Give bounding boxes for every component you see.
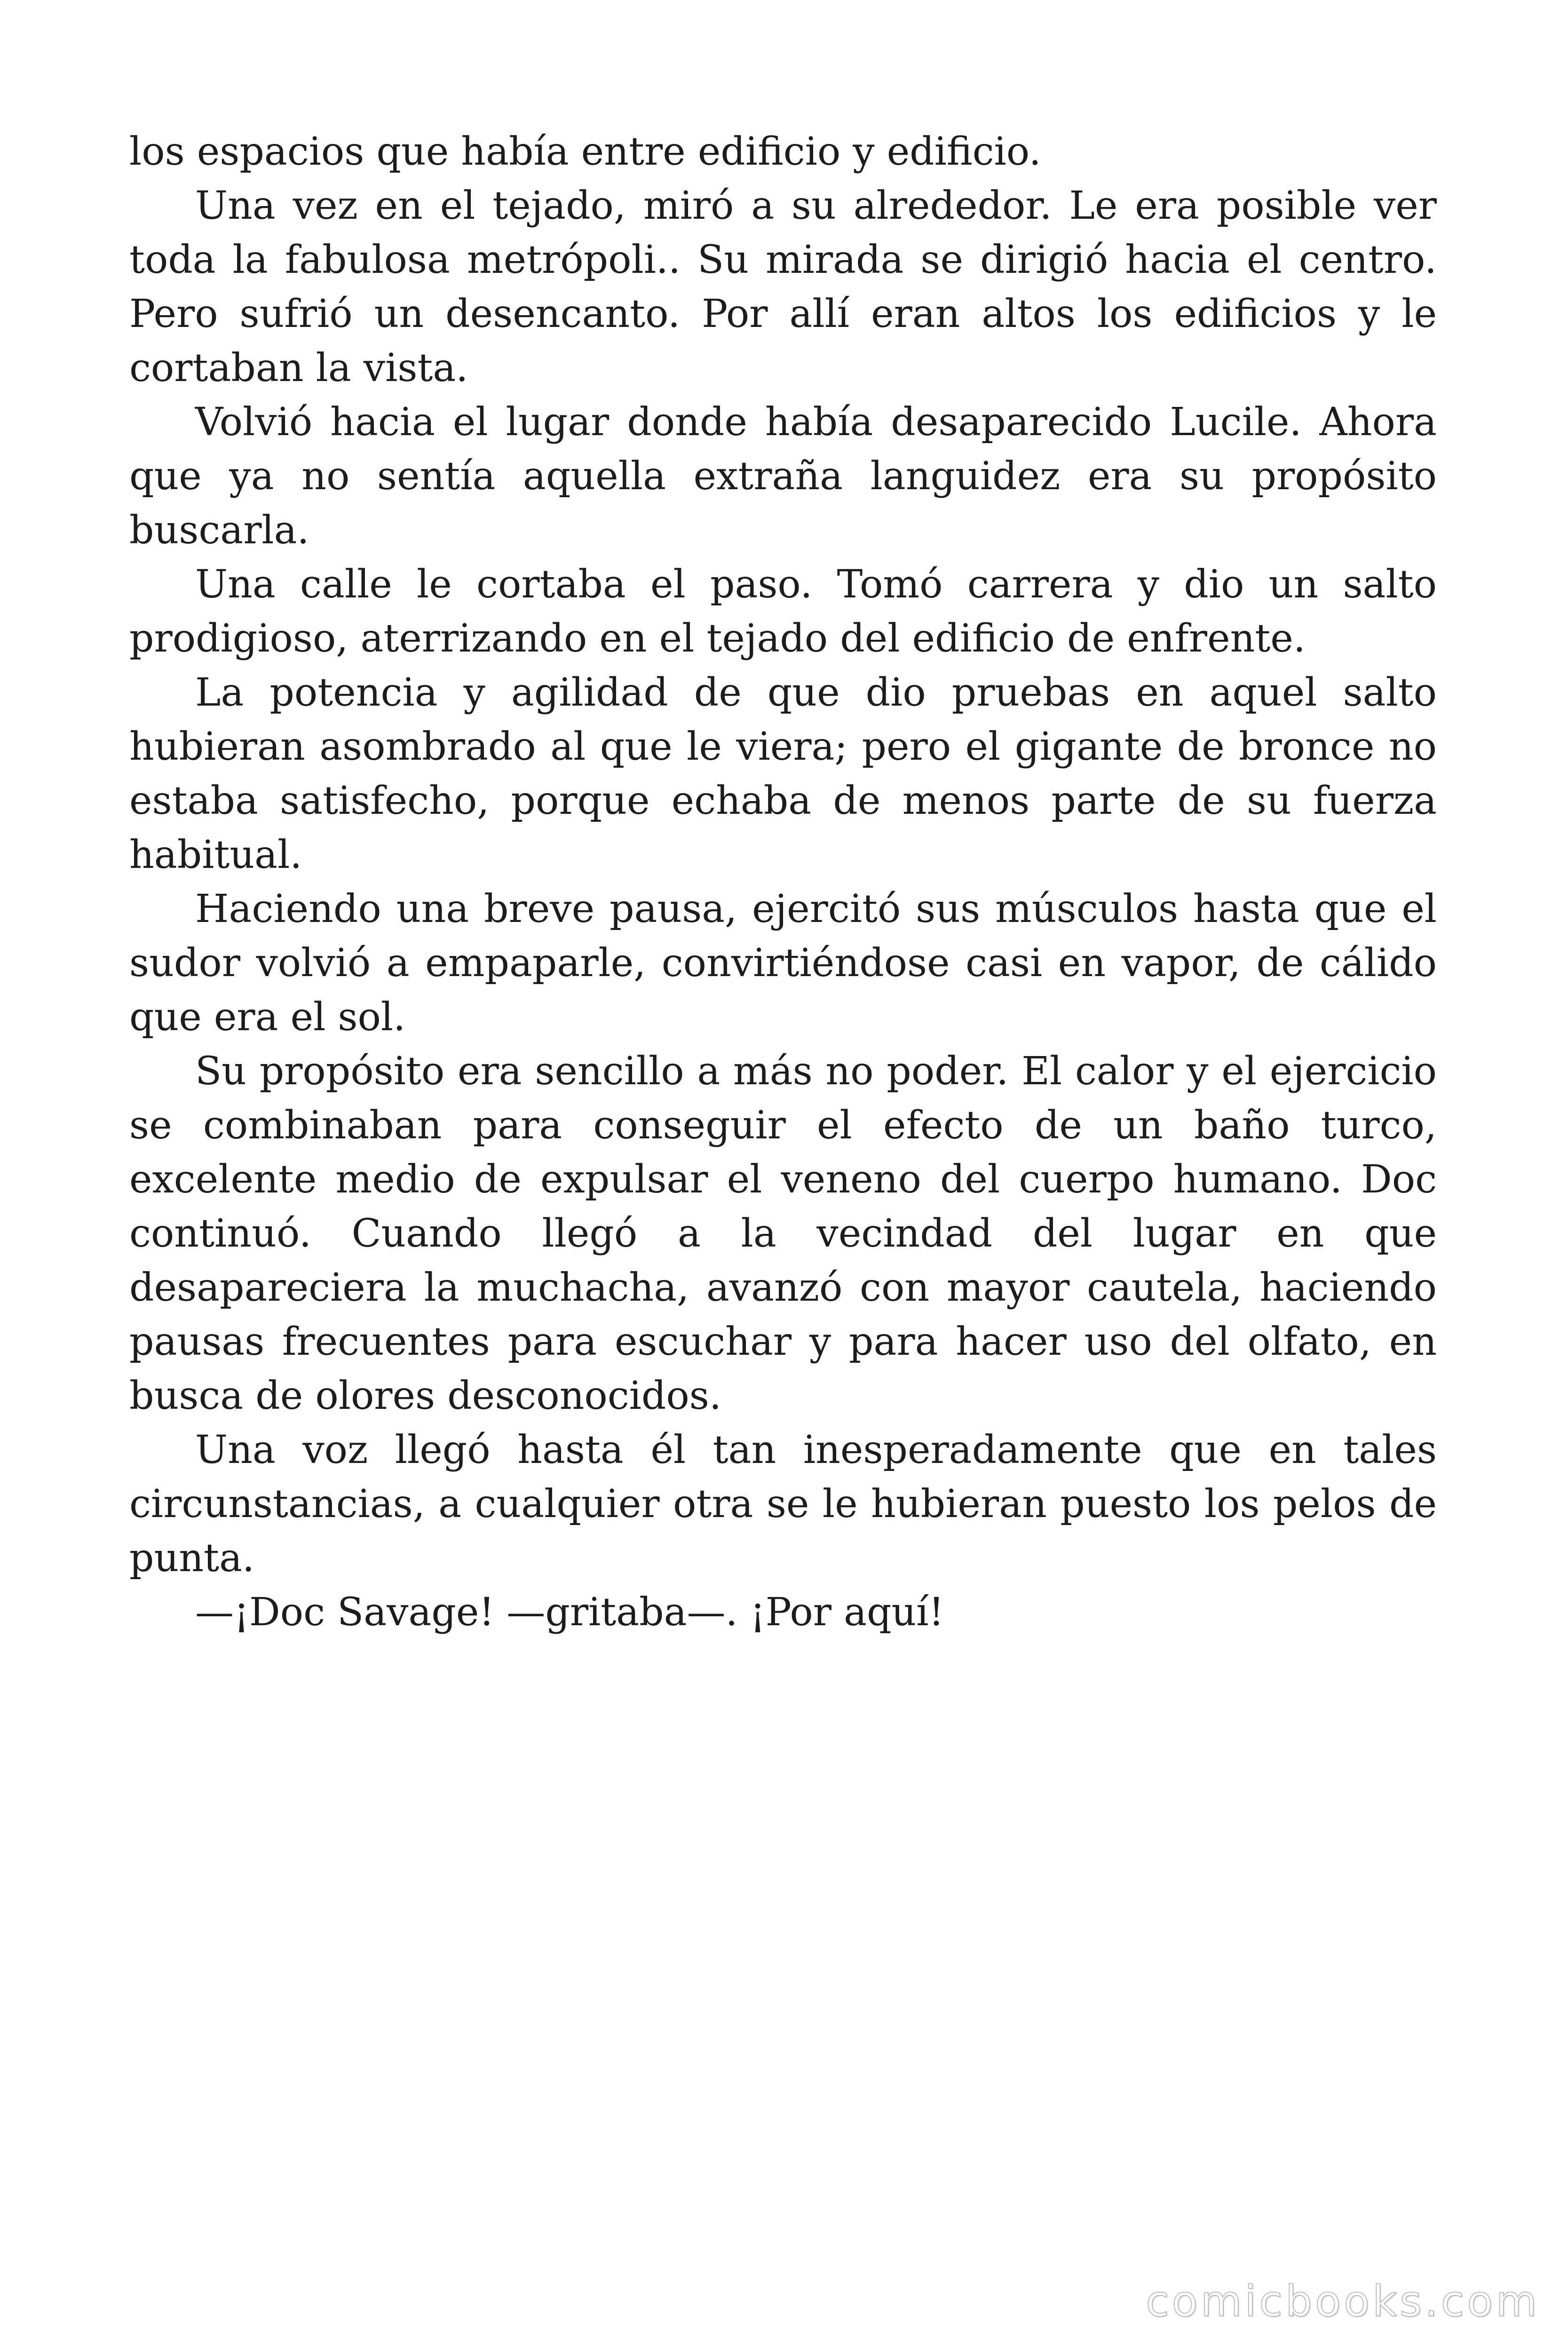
paragraph: Una vez en el tejado, miró a su alrededor. Le era posible ver toda la fabulosa metrópoli.. Su mirada se dirigió hacia el centro. Pero sufrió un desencanto. Por allí eran altos los edificios y le cortaban la vista. xyxy=(129,183,1437,390)
paragraph: Su propósito era sencillo a más no poder. El calor y el ejercicio se combinaban para conseguir el efecto de un baño turco, excelente medio de expulsar el veneno del cuerpo humano. Doc continuó. Cuando llegó a la vecindad del lugar en que desapareciera la muchacha, avanzó con mayor cautela, haciendo pausas frecuentes para escuchar y para hacer uso del olfato, en busca de olores desconocidos. xyxy=(129,1049,1437,1418)
dialogue-paragraph: —¡Doc Savage! —gritaba—. ¡Por aquí! xyxy=(195,1590,944,1635)
paragraph: Una calle le cortaba el paso. Tomó carrera y dio un salto prodigioso, aterrizando en el tejado del edificio de enfrente. xyxy=(129,562,1437,661)
watermark: comicbooks.com xyxy=(1146,2277,1540,2326)
paragraph: Volvió hacia el lugar donde había desaparecido Lucile. Ahora que ya no sentía aquella extraña languidez era su propósito buscarla. xyxy=(129,400,1437,553)
body-text xyxy=(129,125,1437,1639)
paragraph: La potencia y agilidad de que dio pruebas en aquel salto hubieran asombrado al que le viera; pero el gigante de bronce no estaba satisfecho, porque echaba de menos parte de su fuerza habitual. xyxy=(129,670,1437,877)
paragraph: Una voz llegó hasta él tan inesperadamente que en tales circunstancias, a cualquier otra se le hubieran puesto los pelos de punta. xyxy=(129,1428,1437,1581)
paragraph: los espacios que había entre edificio y edificio. xyxy=(129,129,1041,174)
paragraph: Haciendo una breve pausa, ejercitó sus músculos hasta que el sudor volvió a empaparle, convirtiéndose casi en vapor, de cálido que era el sol. xyxy=(129,887,1437,1040)
